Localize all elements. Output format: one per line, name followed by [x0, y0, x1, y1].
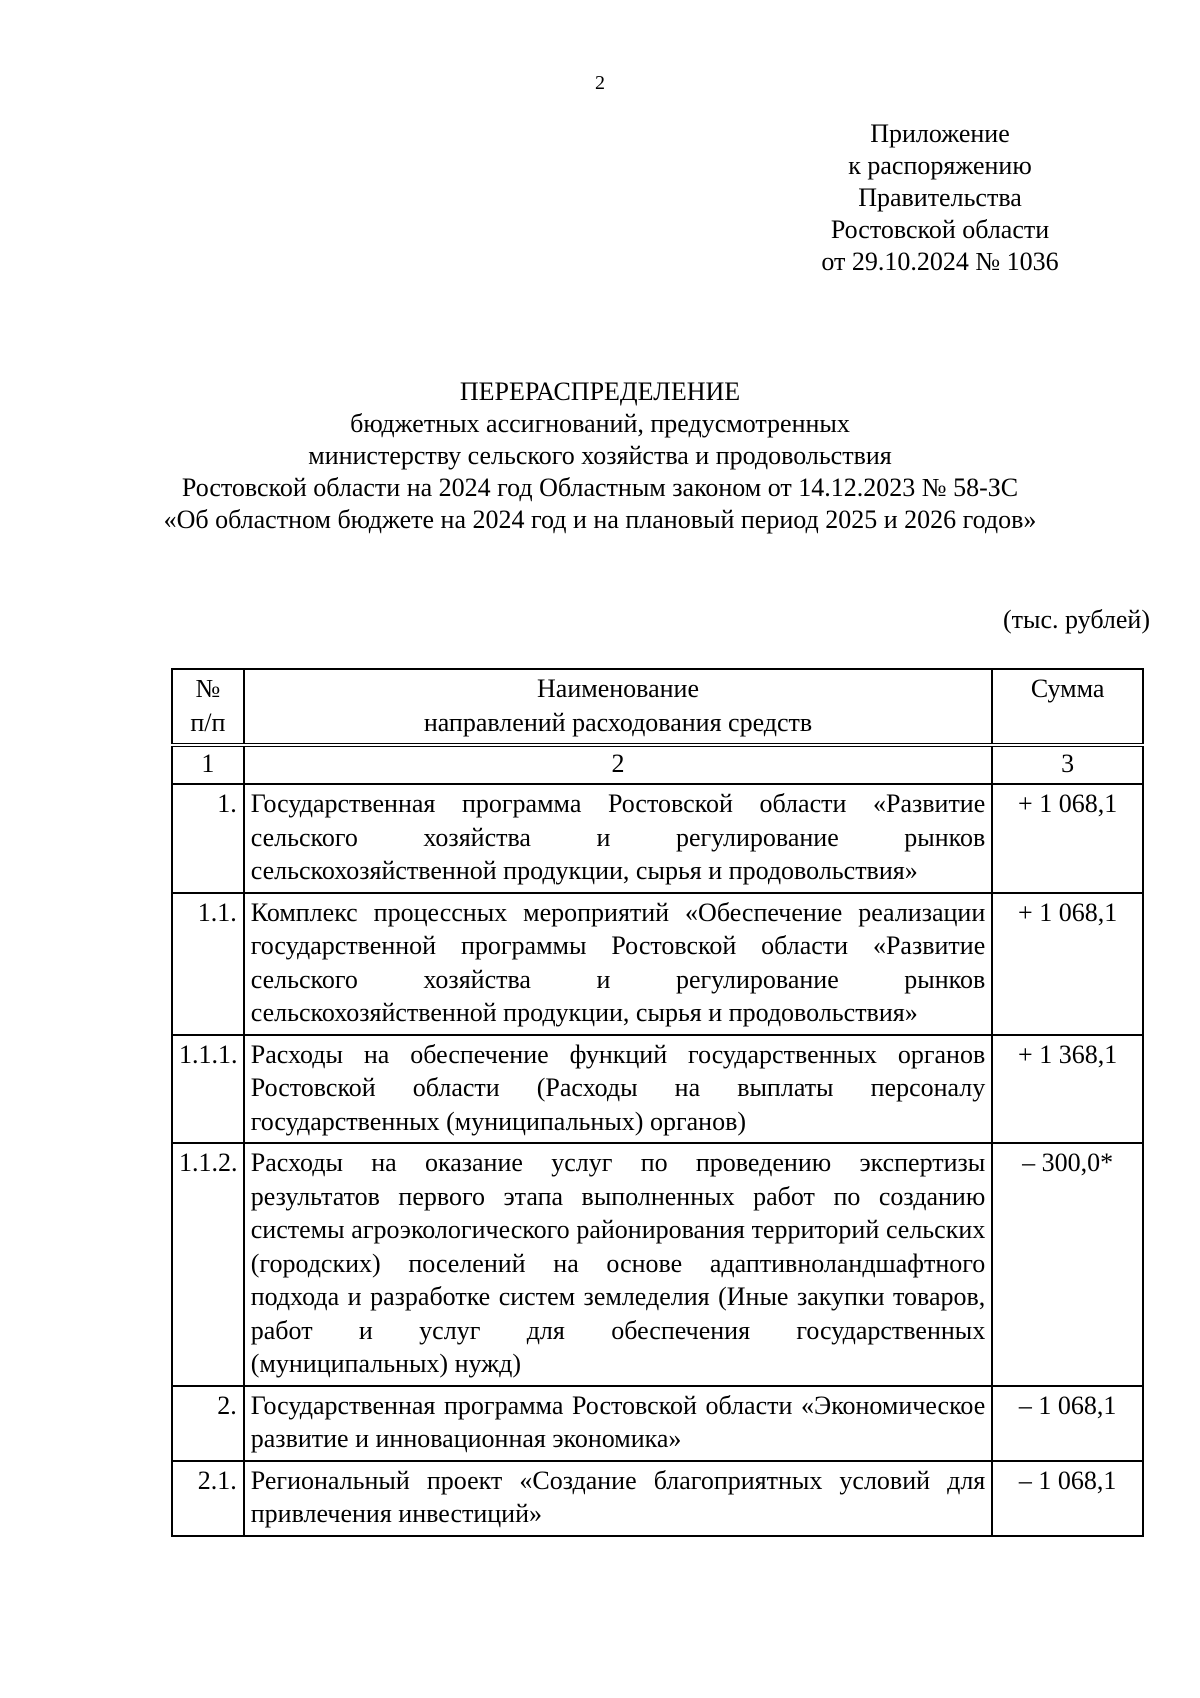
- row-number: 2.: [172, 1386, 244, 1461]
- appendix-line: Приложение: [870, 119, 1010, 148]
- table-header-row: [172, 669, 1143, 745]
- row-number: 1.1.1.: [172, 1035, 244, 1144]
- row-sum: – 300,0*: [992, 1143, 1143, 1386]
- title-line: бюджетных ассигнований, предусмотренных: [350, 409, 850, 438]
- column-number: 1: [172, 745, 244, 784]
- table-row: [172, 1143, 1143, 1386]
- row-name: Комплекс процессных мероприятий «Обеспечение реализации государственной программы Ростовской области «Развитие сельского хозяйства и регулирование рынков сельскохозяйственной продукции, сырья и продовольствия»: [244, 893, 993, 1035]
- header-name-line: направлений расходования средств: [423, 707, 813, 737]
- page-number: 2: [595, 72, 605, 94]
- title-line: министерству сельского хозяйства и продовольствия: [308, 441, 892, 470]
- row-name: Расходы на оказание услуг по проведению экспертизы результатов первого этапа выполненных работ по созданию системы агроэкологического районирования территорий сельских (городских) поселений на основе адаптивноландшафтного подхода и разработке систем земледелия (Иные закупки товаров, работ и услуг для обеспечения государственных (муниципальных) нужд): [244, 1143, 993, 1386]
- table-row: [172, 1035, 1143, 1144]
- row-number: 1.: [172, 784, 244, 893]
- column-number: 2: [244, 745, 993, 784]
- table-row: [172, 784, 1143, 893]
- header-sum: Сумма: [992, 669, 1143, 745]
- row-name: Государственная программа Ростовской области «Экономическое развитие и инновационная экономика»: [244, 1386, 993, 1461]
- row-name: Расходы на обеспечение функций государственных органов Ростовской области (Расходы на выплаты персоналу государственных (муниципальных) органов): [244, 1035, 993, 1144]
- row-sum: – 1 068,1: [992, 1461, 1143, 1536]
- column-number-row: [172, 745, 1143, 784]
- row-name: Региональный проект «Создание благоприятных условий для привлечения инвестиций»: [244, 1461, 993, 1536]
- header-name-line: Наименование: [537, 674, 699, 703]
- units-label: (тыс. рублей): [1002, 605, 1150, 634]
- header-num-line: п/п: [190, 707, 226, 737]
- row-sum: – 1 068,1: [992, 1386, 1143, 1461]
- column-number: 3: [992, 745, 1143, 784]
- document-title: [0, 376, 1200, 536]
- title-line: Ростовской области на 2024 год Областным законом от 14.12.2023 № 58-ЗС: [181, 473, 1019, 502]
- title-heading: ПЕРЕРАСПРЕДЕЛЕНИЕ: [459, 377, 741, 406]
- appendix-line: к распоряжению: [848, 151, 1032, 180]
- row-name: Государственная программа Ростовской области «Развитие сельского хозяйства и регулирование рынков сельскохозяйственной продукции, сырья и продовольствия»: [244, 784, 993, 893]
- row-number: 2.1.: [172, 1461, 244, 1536]
- title-line: «Об областном бюджете на 2024 год и на плановый период 2025 и 2026 годов»: [163, 505, 1037, 534]
- table-row: [172, 1461, 1143, 1536]
- row-sum: + 1 368,1: [992, 1035, 1143, 1144]
- row-number: 1.1.2.: [172, 1143, 244, 1386]
- header-num: [172, 669, 244, 745]
- header-name: [244, 669, 993, 745]
- appendix-line: Правительства: [858, 183, 1022, 212]
- table-row: [172, 893, 1143, 1035]
- appendix-line: от 29.10.2024 № 1036: [821, 247, 1059, 276]
- table-row: [172, 1386, 1143, 1461]
- row-number: 1.1.: [172, 893, 244, 1035]
- budget-table: [171, 668, 1144, 1537]
- header-num-line: №: [195, 674, 221, 703]
- row-sum: + 1 068,1: [992, 784, 1143, 893]
- appendix-line: Ростовской области: [830, 215, 1050, 244]
- appendix-block: [790, 118, 1090, 278]
- row-sum: + 1 068,1: [992, 893, 1143, 1035]
